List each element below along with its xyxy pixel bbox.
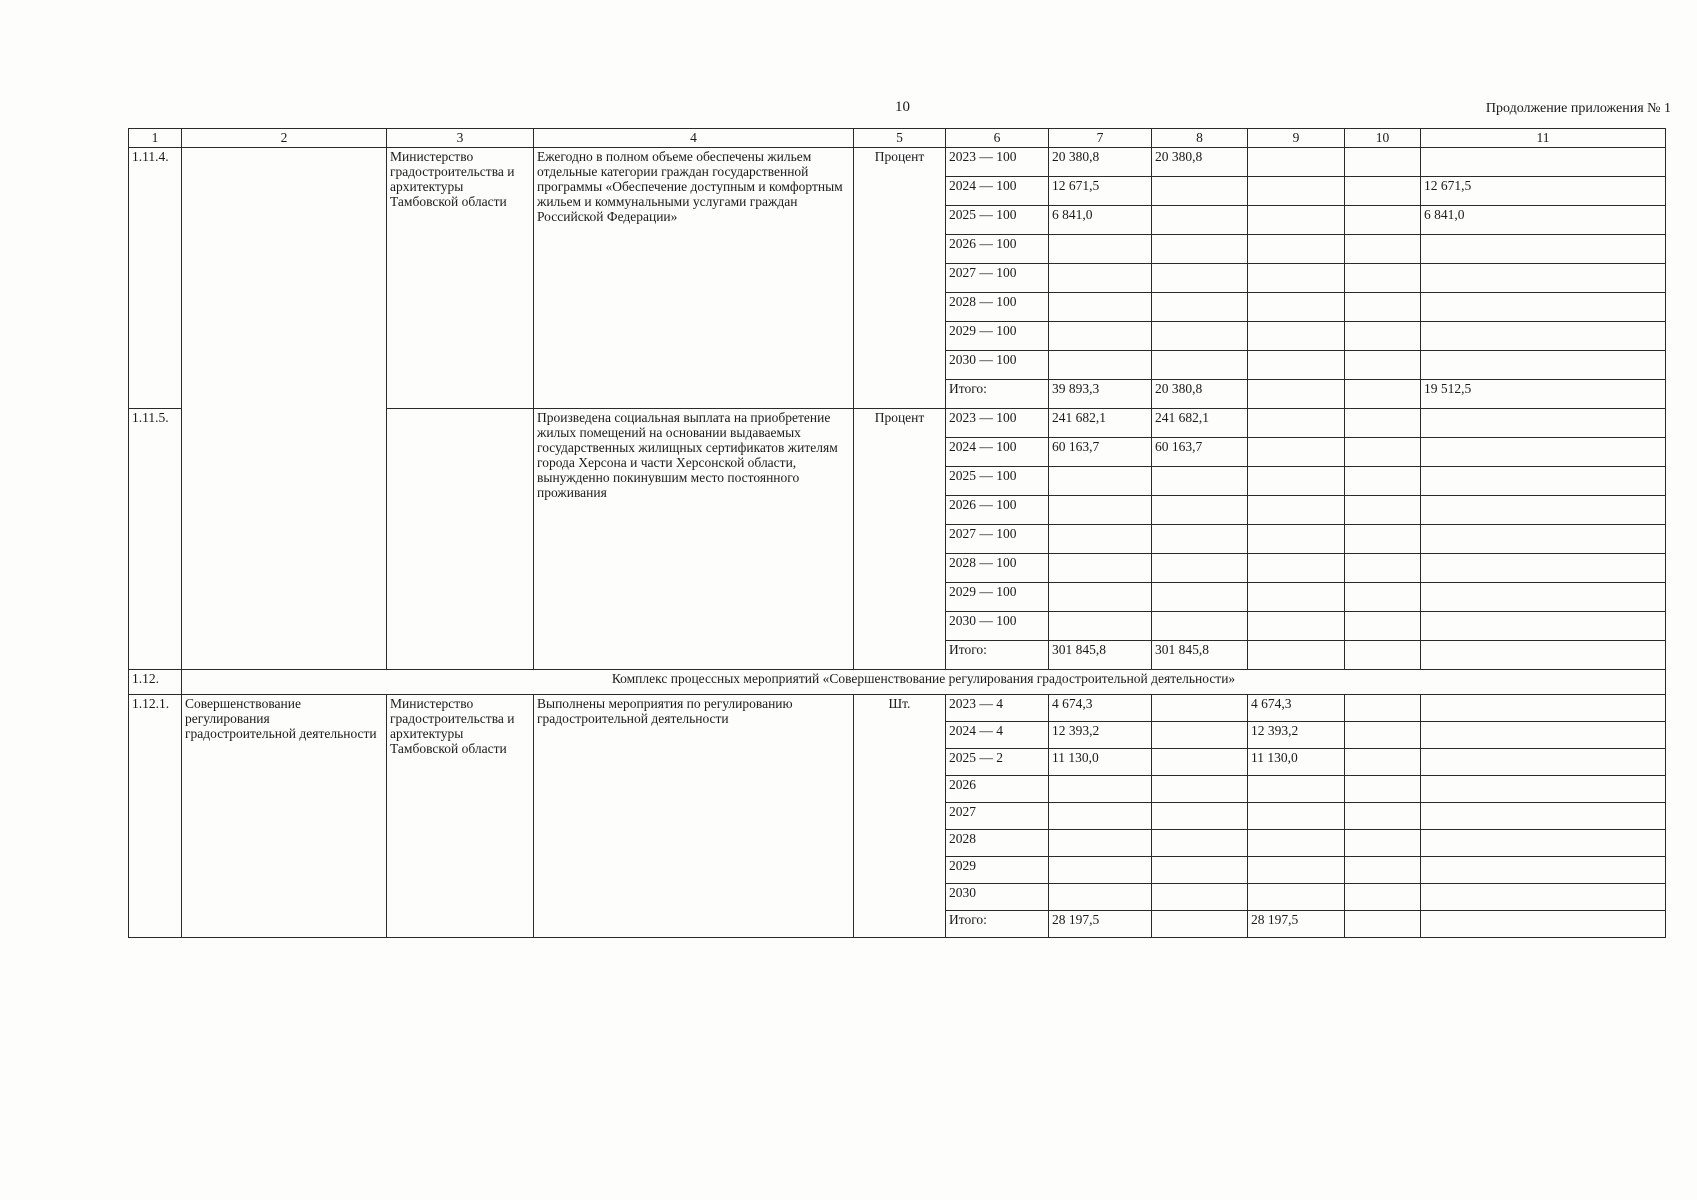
amount-cell <box>1049 264 1152 293</box>
amount-cell <box>1152 467 1248 496</box>
amount-cell <box>1421 409 1666 438</box>
amount-cell <box>1345 496 1421 525</box>
year-target-cell: 2026 — 100 <box>946 235 1049 264</box>
amount-cell <box>1248 322 1345 351</box>
amount-cell <box>1421 803 1666 830</box>
amount-cell <box>1248 409 1345 438</box>
year-target-cell: 2027 — 100 <box>946 525 1049 554</box>
header-cell: 8 <box>1152 129 1248 148</box>
amount-cell <box>1248 293 1345 322</box>
amount-cell <box>1049 612 1152 641</box>
year-target-cell: 2023 — 100 <box>946 148 1049 177</box>
amount-cell <box>1345 148 1421 177</box>
amount-cell <box>1152 749 1248 776</box>
amount-cell <box>1152 264 1248 293</box>
header-cell: 6 <box>946 129 1049 148</box>
amount-cell <box>1152 911 1248 938</box>
amount-cell: 28 197,5 <box>1049 911 1152 938</box>
header-row <box>129 129 1666 148</box>
amount-cell <box>1345 776 1421 803</box>
amount-cell <box>1049 322 1152 351</box>
amount-cell <box>1345 749 1421 776</box>
year-target-cell: 2030 — 100 <box>946 351 1049 380</box>
amount-cell <box>1248 148 1345 177</box>
table-row <box>129 695 1666 722</box>
amount-cell <box>1248 235 1345 264</box>
amount-cell <box>1345 911 1421 938</box>
amount-cell <box>1152 322 1248 351</box>
amount-cell <box>1049 235 1152 264</box>
year-target-cell: 2025 — 100 <box>946 467 1049 496</box>
amount-cell <box>1248 884 1345 911</box>
year-target-cell: 2025 — 100 <box>946 206 1049 235</box>
amount-cell <box>1421 235 1666 264</box>
amount-cell: 39 893,3 <box>1049 380 1152 409</box>
amount-cell <box>1421 525 1666 554</box>
year-target-cell: Итого: <box>946 911 1049 938</box>
amount-cell <box>1152 695 1248 722</box>
row-number: 1.11.5. <box>129 409 182 670</box>
year-target-cell: 2023 — 100 <box>946 409 1049 438</box>
amount-cell <box>1248 264 1345 293</box>
header-cell: 3 <box>387 129 534 148</box>
amount-cell: 301 845,8 <box>1152 641 1248 670</box>
year-target-cell: 2029 <box>946 857 1049 884</box>
amount-cell <box>1049 776 1152 803</box>
unit-cell: Шт. <box>854 695 946 938</box>
amount-cell <box>1345 380 1421 409</box>
amount-cell <box>1345 467 1421 496</box>
amount-cell: 12 671,5 <box>1049 177 1152 206</box>
amount-cell <box>1248 612 1345 641</box>
year-target-cell: 2028 — 100 <box>946 293 1049 322</box>
amount-cell <box>1421 467 1666 496</box>
amount-cell <box>1421 641 1666 670</box>
amount-cell: 301 845,8 <box>1049 641 1152 670</box>
amount-cell <box>1421 583 1666 612</box>
amount-cell <box>1421 776 1666 803</box>
amount-cell <box>1152 612 1248 641</box>
unit-cell: Процент <box>854 148 946 409</box>
amount-cell <box>1248 830 1345 857</box>
year-target-cell: 2029 — 100 <box>946 322 1049 351</box>
amount-cell <box>1421 148 1666 177</box>
section-row <box>129 670 1666 695</box>
amount-cell <box>1345 206 1421 235</box>
amount-cell: 6 841,0 <box>1049 206 1152 235</box>
amount-cell <box>1345 351 1421 380</box>
amount-cell <box>1248 206 1345 235</box>
year-target-cell: 2030 <box>946 884 1049 911</box>
year-target-cell: 2023 — 4 <box>946 695 1049 722</box>
table-row <box>129 148 1666 177</box>
amount-cell <box>1049 554 1152 583</box>
year-target-cell: 2030 — 100 <box>946 612 1049 641</box>
amount-cell <box>1152 884 1248 911</box>
year-target-cell: 2028 <box>946 830 1049 857</box>
amount-cell: 6 841,0 <box>1421 206 1666 235</box>
year-target-cell: Итого: <box>946 641 1049 670</box>
amount-cell <box>1152 583 1248 612</box>
amount-cell <box>1345 525 1421 554</box>
header-cell: 1 <box>129 129 182 148</box>
amount-cell <box>1345 293 1421 322</box>
amount-cell <box>1345 830 1421 857</box>
amount-cell: 12 393,2 <box>1248 722 1345 749</box>
budget-table <box>128 128 1666 938</box>
result-text: Произведена социальная выплата на приобретение жилых помещений на основании выдаваемых государственных жилищных сертификатов жителям города Херсона и части Херсонской области, вынужденно покинувшим место постоянного проживания <box>534 409 854 670</box>
amount-cell <box>1421 438 1666 467</box>
section-title: Комплекс процессных мероприятий «Совершенствование регулирования градостроительной деятельности» <box>182 670 1666 695</box>
amount-cell: 11 130,0 <box>1248 749 1345 776</box>
amount-cell: 60 163,7 <box>1049 438 1152 467</box>
amount-cell <box>1248 583 1345 612</box>
amount-cell <box>1049 293 1152 322</box>
amount-cell <box>1049 351 1152 380</box>
amount-cell <box>1345 884 1421 911</box>
year-target-cell: 2026 — 100 <box>946 496 1049 525</box>
amount-cell <box>1421 857 1666 884</box>
amount-cell <box>1248 351 1345 380</box>
amount-cell <box>1421 496 1666 525</box>
result-text: Выполнены мероприятия по регулированию градостроительной деятельности <box>534 695 854 938</box>
section-number: 1.12. <box>129 670 182 695</box>
amount-cell: 20 380,8 <box>1049 148 1152 177</box>
amount-cell <box>1049 884 1152 911</box>
amount-cell <box>1152 857 1248 884</box>
amount-cell <box>1345 177 1421 206</box>
amount-cell <box>1345 583 1421 612</box>
amount-cell: 12 393,2 <box>1049 722 1152 749</box>
responsible-cell: Министерство градостроительства и архитектуры Тамбовской области <box>387 148 534 409</box>
amount-cell <box>1345 803 1421 830</box>
header-cell: 4 <box>534 129 854 148</box>
amount-cell: 4 674,3 <box>1049 695 1152 722</box>
header-cell: 10 <box>1345 129 1421 148</box>
year-target-cell: 2024 — 100 <box>946 438 1049 467</box>
amount-cell <box>1421 722 1666 749</box>
year-target-cell: 2027 <box>946 803 1049 830</box>
amount-cell <box>1421 695 1666 722</box>
year-target-cell: 2024 — 100 <box>946 177 1049 206</box>
row-number: 1.12.1. <box>129 695 182 938</box>
amount-cell <box>1049 803 1152 830</box>
amount-cell: 241 682,1 <box>1049 409 1152 438</box>
amount-cell <box>1248 857 1345 884</box>
page-number: 10 <box>895 99 910 115</box>
amount-cell <box>1421 911 1666 938</box>
amount-cell: 241 682,1 <box>1152 409 1248 438</box>
amount-cell: 28 197,5 <box>1248 911 1345 938</box>
amount-cell: 12 671,5 <box>1421 177 1666 206</box>
amount-cell <box>1152 830 1248 857</box>
amount-cell <box>1248 177 1345 206</box>
amount-cell <box>1152 554 1248 583</box>
amount-cell <box>1049 496 1152 525</box>
amount-cell <box>1421 554 1666 583</box>
amount-cell <box>1152 776 1248 803</box>
amount-cell <box>1345 695 1421 722</box>
amount-cell <box>1345 322 1421 351</box>
amount-cell: 60 163,7 <box>1152 438 1248 467</box>
amount-cell <box>1152 722 1248 749</box>
year-target-cell: 2024 — 4 <box>946 722 1049 749</box>
amount-cell <box>1049 525 1152 554</box>
amount-cell <box>1152 525 1248 554</box>
year-target-cell: 2028 — 100 <box>946 554 1049 583</box>
header-cell: 11 <box>1421 129 1666 148</box>
amount-cell <box>1421 264 1666 293</box>
header-cell: 5 <box>854 129 946 148</box>
unit-cell: Процент <box>854 409 946 670</box>
program-name-cell <box>182 148 387 670</box>
amount-cell <box>1421 612 1666 641</box>
amount-cell <box>1421 884 1666 911</box>
amount-cell <box>1345 438 1421 467</box>
amount-cell <box>1248 641 1345 670</box>
amount-cell <box>1248 380 1345 409</box>
amount-cell <box>1248 554 1345 583</box>
amount-cell <box>1049 830 1152 857</box>
amount-cell: 4 674,3 <box>1248 695 1345 722</box>
amount-cell <box>1421 293 1666 322</box>
amount-cell: 20 380,8 <box>1152 148 1248 177</box>
amount-cell <box>1345 857 1421 884</box>
amount-cell: 19 512,5 <box>1421 380 1666 409</box>
amount-cell <box>1345 554 1421 583</box>
amount-cell <box>1421 749 1666 776</box>
amount-cell <box>1152 206 1248 235</box>
year-target-cell: 2026 <box>946 776 1049 803</box>
header-cell: 9 <box>1248 129 1345 148</box>
responsible-cell: Министерство градостроительства и архитектуры Тамбовской области <box>387 695 534 938</box>
header-cell: 2 <box>182 129 387 148</box>
year-target-cell: 2029 — 100 <box>946 583 1049 612</box>
amount-cell <box>1421 830 1666 857</box>
amount-cell <box>1248 525 1345 554</box>
amount-cell <box>1049 467 1152 496</box>
amount-cell <box>1152 235 1248 264</box>
appendix-note: Продолжение приложения № 1 <box>1485 101 1671 116</box>
amount-cell <box>1248 776 1345 803</box>
amount-cell <box>1421 322 1666 351</box>
amount-cell <box>1049 857 1152 884</box>
amount-cell <box>1049 583 1152 612</box>
header-cell: 7 <box>1049 129 1152 148</box>
amount-cell <box>1345 612 1421 641</box>
amount-cell <box>1152 293 1248 322</box>
amount-cell <box>1152 803 1248 830</box>
program-name-cell: Совершенствование регулирования градостроительной деятельности <box>182 695 387 938</box>
amount-cell <box>1345 235 1421 264</box>
amount-cell <box>1152 351 1248 380</box>
amount-cell <box>1152 177 1248 206</box>
amount-cell: 20 380,8 <box>1152 380 1248 409</box>
year-target-cell: 2027 — 100 <box>946 264 1049 293</box>
amount-cell <box>1152 496 1248 525</box>
row-number: 1.11.4. <box>129 148 182 409</box>
year-target-cell: 2025 — 2 <box>946 749 1049 776</box>
responsible-cell <box>387 409 534 670</box>
amount-cell <box>1345 722 1421 749</box>
amount-cell <box>1345 409 1421 438</box>
amount-cell: 11 130,0 <box>1049 749 1152 776</box>
amount-cell <box>1248 467 1345 496</box>
amount-cell <box>1421 351 1666 380</box>
result-text: Ежегодно в полном объеме обеспечены жильем отдельные категории граждан государственной программы «Обеспечение доступным и комфортным жильем и коммунальными услугами граждан Российской Федерации» <box>534 148 854 409</box>
amount-cell <box>1345 264 1421 293</box>
year-target-cell: Итого: <box>946 380 1049 409</box>
amount-cell <box>1345 641 1421 670</box>
amount-cell <box>1248 496 1345 525</box>
amount-cell <box>1248 803 1345 830</box>
amount-cell <box>1248 438 1345 467</box>
